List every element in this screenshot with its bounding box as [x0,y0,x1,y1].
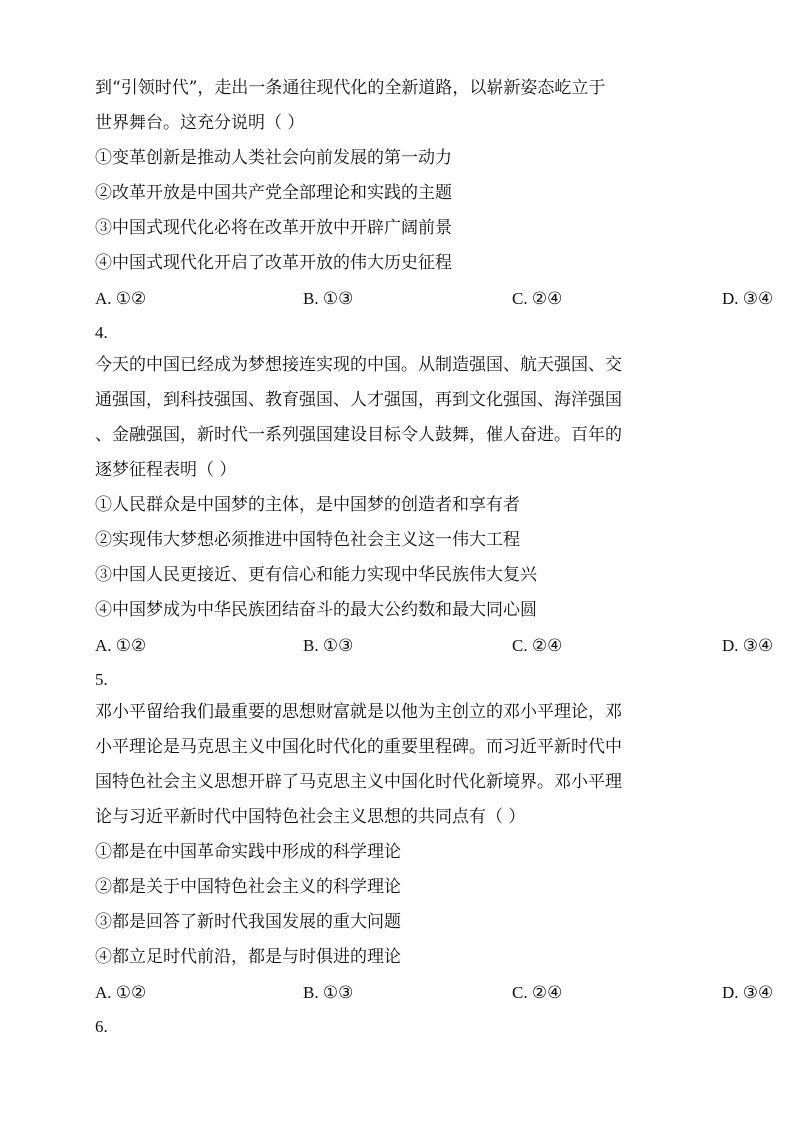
statement-2: ②改革开放是中国共产党全部理论和实践的主题 [95,183,452,203]
stem-line: 逐梦征程表明（ ） [95,460,237,480]
statement-4: ④中国式现代化开启了改革开放的伟大历史征程 [95,253,452,273]
option-c[interactable]: C. ②④ [512,636,563,655]
stem-line: 今天的中国已经成为梦想接连实现的中国。从制造强国、航天强国、交 [95,355,622,375]
statement-3: ③中国式现代化必将在改革开放中开辟广阔前景 [95,218,452,238]
statement-2: ②都是关于中国特色社会主义的科学理论 [95,877,401,897]
option-a[interactable]: A. ①② [95,289,147,308]
stem-line: 通强国，到科技强国、教育强国、人才强国，再到文化强国、海洋强国 [95,390,622,410]
statement-3: ③都是回答了新时代我国发展的重大问题 [95,912,401,932]
statement-3: ③中国人民更接近、更有信心和能力实现中华民族伟大复兴 [95,565,537,585]
statement-2: ②实现伟大梦想必须推进中国特色社会主义这一伟大工程 [95,530,520,550]
option-d[interactable]: D. ③④ [722,289,774,308]
stem-line: 世界舞台。这充分说明（ ） [95,113,305,133]
stem-line: 论与习近平新时代中国特色社会主义思想的共同点有（ ） [95,807,526,827]
option-d[interactable]: D. ③④ [722,636,774,655]
stem-line: 、金融强国，新时代一系列强国建设目标令人鼓舞，催人奋进。百年的 [95,425,622,445]
option-c[interactable]: C. ②④ [512,289,563,308]
option-c[interactable]: C. ②④ [512,983,563,1002]
option-a[interactable]: A. ①② [95,636,147,655]
option-d[interactable]: D. ③④ [722,983,774,1002]
statement-1: ①人民群众是中国梦的主体，是中国梦的创造者和享有者 [95,495,520,515]
question-number: 5. [95,670,108,689]
option-a[interactable]: A. ①② [95,983,147,1002]
question-number: 4. [95,323,108,342]
statement-1: ①都是在中国革命实践中形成的科学理论 [95,842,401,862]
statement-1: ①变革创新是推动人类社会向前发展的第一动力 [95,148,452,168]
statement-4: ④都立足时代前沿，都是与时俱进的理论 [95,947,401,967]
stem-line: 国特色社会主义思想开辟了马克思主义中国化时代化新境界。邓小平理 [95,772,622,792]
statement-4: ④中国梦成为中华民族团结奋斗的最大公约数和最大同心圆 [95,600,537,620]
option-b[interactable]: B. ①③ [303,983,354,1002]
option-b[interactable]: B. ①③ [303,636,354,655]
question-number: 6. [95,1017,108,1036]
stem-line: 到“引领时代”，走出一条通往现代化的全新道路，以崭新姿态屹立于 [95,78,606,98]
stem-line: 小平理论是马克思主义中国化时代化的重要里程碑。而习近平新时代中 [95,737,622,757]
option-b[interactable]: B. ①③ [303,289,354,308]
stem-line: 邓小平留给我们最重要的思想财富就是以他为主创立的邓小平理论，邓 [95,702,622,722]
